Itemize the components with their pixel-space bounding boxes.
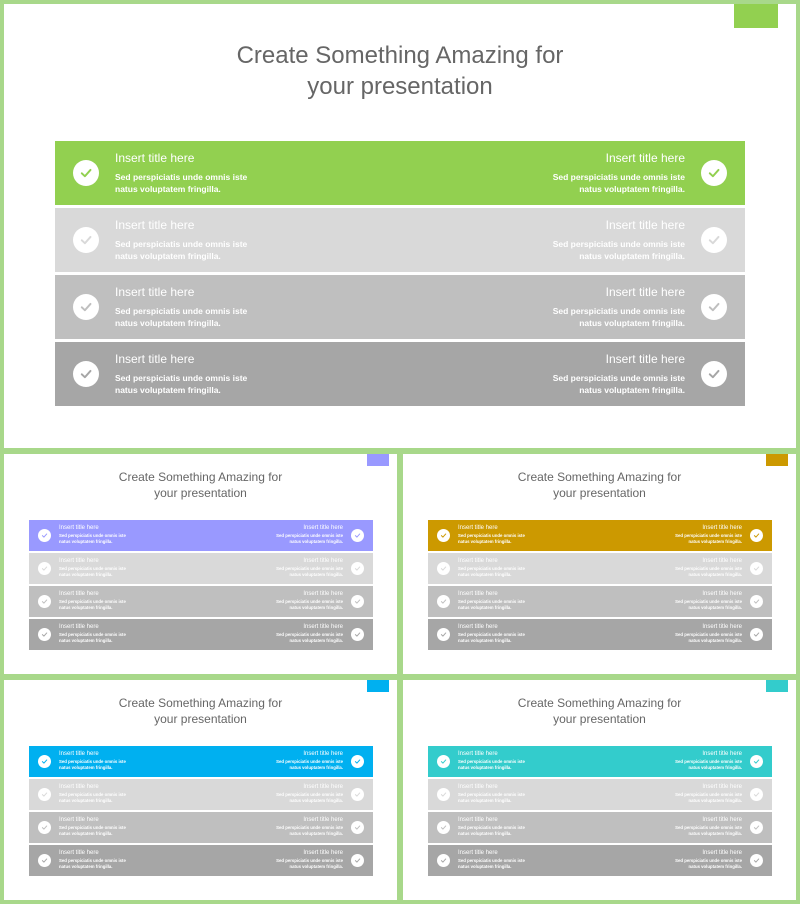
row-description: Sed perspiciatis unde omnis iste bbox=[458, 599, 525, 604]
row-text-left bbox=[59, 591, 126, 611]
check-icon bbox=[437, 562, 450, 575]
row-title: Insert title here bbox=[303, 751, 343, 757]
row-title: Insert title here bbox=[702, 751, 742, 757]
row-text-right bbox=[553, 151, 685, 196]
row-text-left bbox=[59, 817, 126, 837]
row-description: Sed perspiciatis unde omnis iste bbox=[675, 825, 742, 830]
row-text-left bbox=[458, 558, 525, 578]
row-title: Insert title here bbox=[458, 591, 498, 597]
row-text-right bbox=[276, 817, 343, 837]
feature-row bbox=[428, 619, 772, 650]
slide-title bbox=[4, 40, 796, 102]
row-description: natus voluptatem fringilla. bbox=[688, 539, 742, 545]
row-title: Insert title here bbox=[59, 591, 99, 597]
row-description: Sed perspiciatis unde omnis iste bbox=[458, 632, 525, 637]
row-title: Insert title here bbox=[115, 285, 195, 299]
row-description: Sed perspiciatis unde omnis iste bbox=[276, 858, 343, 863]
row-title: Insert title here bbox=[115, 218, 195, 232]
row-text-right bbox=[276, 558, 343, 578]
thumbnail-slide[interactable] bbox=[403, 680, 796, 900]
row-description: Sed perspiciatis unde omnis iste bbox=[276, 759, 343, 764]
row-description: Sed perspiciatis unde omnis iste bbox=[276, 566, 343, 571]
check-icon bbox=[750, 529, 763, 542]
row-description: natus voluptatem fringilla. bbox=[289, 638, 343, 644]
feature-row bbox=[29, 520, 373, 551]
row-description: natus voluptatem fringilla. bbox=[688, 864, 742, 870]
feature-row bbox=[428, 553, 772, 584]
row-description: natus voluptatem fringilla. bbox=[289, 605, 343, 611]
check-icon bbox=[437, 821, 450, 834]
row-text-left bbox=[59, 624, 126, 644]
row-description: natus voluptatem fringilla. bbox=[688, 638, 742, 644]
row-text-right bbox=[675, 558, 742, 578]
row-description: Sed perspiciatis unde omnis iste bbox=[458, 825, 525, 830]
check-icon bbox=[73, 160, 99, 186]
check-icon bbox=[38, 595, 51, 608]
feature-row bbox=[29, 812, 373, 843]
check-icon bbox=[73, 361, 99, 387]
row-description: natus voluptatem fringilla. bbox=[688, 605, 742, 611]
row-text-right bbox=[675, 817, 742, 837]
row-title: Insert title here bbox=[59, 850, 99, 856]
row-description: Sed perspiciatis unde omnis iste bbox=[276, 792, 343, 797]
check-icon bbox=[750, 821, 763, 834]
row-description: natus voluptatem fringilla. bbox=[688, 572, 742, 578]
check-icon bbox=[38, 854, 51, 867]
check-icon bbox=[38, 628, 51, 641]
check-icon bbox=[750, 788, 763, 801]
row-text-left bbox=[59, 525, 126, 545]
row-description: natus voluptatem fringilla. bbox=[579, 184, 685, 195]
row-description: Sed perspiciatis unde omnis iste bbox=[276, 533, 343, 538]
row-description: Sed perspiciatis unde omnis iste bbox=[552, 172, 685, 182]
slide-title bbox=[4, 470, 397, 501]
check-icon bbox=[701, 361, 727, 387]
row-text-left bbox=[458, 591, 525, 611]
row-text-right bbox=[276, 525, 343, 545]
row-text-right bbox=[675, 751, 742, 771]
feature-row bbox=[428, 845, 772, 876]
feature-row bbox=[428, 520, 772, 551]
row-description: Sed perspiciatis unde omnis iste bbox=[115, 172, 248, 182]
row-description: natus voluptatem fringilla. bbox=[289, 864, 343, 870]
row-text-right bbox=[276, 624, 343, 644]
feature-row bbox=[29, 586, 373, 617]
row-title: Insert title here bbox=[605, 352, 685, 366]
row-description: Sed perspiciatis unde omnis iste bbox=[59, 825, 126, 830]
feature-list bbox=[55, 141, 745, 406]
feature-row bbox=[29, 779, 373, 810]
feature-row bbox=[55, 342, 745, 406]
row-text-left bbox=[458, 525, 525, 545]
check-icon bbox=[351, 821, 364, 834]
check-icon bbox=[437, 628, 450, 641]
feature-row bbox=[428, 586, 772, 617]
row-text-left bbox=[59, 784, 126, 804]
check-icon bbox=[38, 562, 51, 575]
row-title: Insert title here bbox=[59, 558, 99, 564]
row-text-right bbox=[553, 352, 685, 397]
row-title: Insert title here bbox=[702, 850, 742, 856]
row-text-right bbox=[553, 285, 685, 330]
feature-list bbox=[428, 520, 772, 650]
row-title: Insert title here bbox=[458, 751, 498, 757]
row-title: Insert title here bbox=[605, 151, 685, 165]
row-text-right bbox=[675, 784, 742, 804]
row-description: natus voluptatem fringilla. bbox=[458, 539, 512, 545]
row-description: Sed perspiciatis unde omnis iste bbox=[276, 632, 343, 637]
row-title: Insert title here bbox=[59, 817, 99, 823]
feature-row bbox=[55, 275, 745, 339]
slide-title-line-1: Create Something Amazing for bbox=[118, 696, 283, 710]
feature-row bbox=[428, 812, 772, 843]
check-icon bbox=[351, 595, 364, 608]
row-description: natus voluptatem fringilla. bbox=[579, 318, 685, 329]
slide-title-line-1: Create Something Amazing for bbox=[236, 42, 564, 69]
row-description: Sed perspiciatis unde omnis iste bbox=[59, 632, 126, 637]
accent-tag bbox=[766, 454, 788, 466]
feature-list bbox=[29, 746, 373, 876]
row-description: Sed perspiciatis unde omnis iste bbox=[458, 566, 525, 571]
check-icon bbox=[38, 529, 51, 542]
row-description: Sed perspiciatis unde omnis iste bbox=[59, 533, 126, 538]
check-icon bbox=[38, 755, 51, 768]
row-text-right bbox=[276, 850, 343, 870]
row-title: Insert title here bbox=[605, 218, 685, 232]
check-icon bbox=[750, 595, 763, 608]
row-text-right bbox=[553, 218, 685, 263]
slide-title bbox=[4, 696, 397, 727]
row-description: Sed perspiciatis unde omnis iste bbox=[675, 566, 742, 571]
row-description: natus voluptatem fringilla. bbox=[458, 572, 512, 578]
row-title: Insert title here bbox=[303, 817, 343, 823]
row-description: natus voluptatem fringilla. bbox=[115, 251, 221, 262]
row-description: natus voluptatem fringilla. bbox=[688, 765, 742, 771]
row-description: Sed perspiciatis unde omnis iste bbox=[276, 825, 343, 830]
row-description: natus voluptatem fringilla. bbox=[59, 765, 113, 771]
row-description: Sed perspiciatis unde omnis iste bbox=[115, 306, 248, 316]
row-description: natus voluptatem fringilla. bbox=[289, 572, 343, 578]
accent-tag bbox=[734, 4, 778, 28]
slide-title bbox=[403, 696, 796, 727]
check-icon bbox=[351, 628, 364, 641]
row-description: Sed perspiciatis unde omnis iste bbox=[276, 599, 343, 604]
row-description: Sed perspiciatis unde omnis iste bbox=[675, 858, 742, 863]
row-text-left bbox=[59, 751, 126, 771]
row-description: natus voluptatem fringilla. bbox=[59, 831, 113, 837]
row-title: Insert title here bbox=[303, 784, 343, 790]
row-description: natus voluptatem fringilla. bbox=[458, 798, 512, 804]
row-title: Insert title here bbox=[702, 784, 742, 790]
check-icon bbox=[750, 628, 763, 641]
row-description: Sed perspiciatis unde omnis iste bbox=[458, 792, 525, 797]
row-title: Insert title here bbox=[702, 525, 742, 531]
row-description: natus voluptatem fringilla. bbox=[579, 251, 685, 262]
feature-row bbox=[29, 553, 373, 584]
check-icon bbox=[701, 160, 727, 186]
row-text-left bbox=[115, 151, 247, 196]
slide-title-line-1: Create Something Amazing for bbox=[517, 696, 682, 710]
slide-title-line-1: Create Something Amazing for bbox=[517, 470, 682, 484]
row-description: natus voluptatem fringilla. bbox=[289, 539, 343, 545]
check-icon bbox=[750, 854, 763, 867]
row-title: Insert title here bbox=[458, 817, 498, 823]
row-title: Insert title here bbox=[458, 850, 498, 856]
slide-title-line-2: your presentation bbox=[553, 485, 646, 500]
check-icon bbox=[750, 562, 763, 575]
accent-tag bbox=[367, 454, 389, 466]
row-title: Insert title here bbox=[458, 624, 498, 630]
row-title: Insert title here bbox=[303, 591, 343, 597]
row-description: natus voluptatem fringilla. bbox=[59, 864, 113, 870]
row-title: Insert title here bbox=[702, 558, 742, 564]
row-title: Insert title here bbox=[115, 352, 195, 366]
row-title: Insert title here bbox=[59, 624, 99, 630]
row-title: Insert title here bbox=[605, 285, 685, 299]
row-description: natus voluptatem fringilla. bbox=[59, 798, 113, 804]
row-text-right bbox=[276, 784, 343, 804]
row-title: Insert title here bbox=[702, 591, 742, 597]
row-title: Insert title here bbox=[303, 624, 343, 630]
row-text-left bbox=[115, 285, 247, 330]
check-icon bbox=[351, 755, 364, 768]
row-description: Sed perspiciatis unde omnis iste bbox=[115, 239, 248, 249]
row-description: natus voluptatem fringilla. bbox=[289, 765, 343, 771]
check-icon bbox=[73, 294, 99, 320]
row-title: Insert title here bbox=[458, 525, 498, 531]
row-description: natus voluptatem fringilla. bbox=[458, 765, 512, 771]
check-icon bbox=[701, 227, 727, 253]
row-title: Insert title here bbox=[702, 817, 742, 823]
row-description: natus voluptatem fringilla. bbox=[688, 798, 742, 804]
row-description: natus voluptatem fringilla. bbox=[289, 831, 343, 837]
row-description: Sed perspiciatis unde omnis iste bbox=[59, 858, 126, 863]
slide-title-line-2: your presentation bbox=[154, 485, 247, 500]
row-text-right bbox=[276, 751, 343, 771]
row-description: Sed perspiciatis unde omnis iste bbox=[675, 792, 742, 797]
row-description: Sed perspiciatis unde omnis iste bbox=[115, 373, 248, 383]
check-icon bbox=[38, 788, 51, 801]
feature-row bbox=[29, 845, 373, 876]
check-icon bbox=[437, 854, 450, 867]
row-text-left bbox=[458, 784, 525, 804]
row-description: Sed perspiciatis unde omnis iste bbox=[552, 239, 685, 249]
row-text-left bbox=[115, 352, 247, 397]
row-description: natus voluptatem fringilla. bbox=[59, 638, 113, 644]
row-description: natus voluptatem fringilla. bbox=[289, 798, 343, 804]
check-icon bbox=[750, 755, 763, 768]
row-description: Sed perspiciatis unde omnis iste bbox=[59, 792, 126, 797]
row-description: natus voluptatem fringilla. bbox=[458, 864, 512, 870]
check-icon bbox=[437, 595, 450, 608]
row-description: Sed perspiciatis unde omnis iste bbox=[675, 759, 742, 764]
thumbnail-slide[interactable] bbox=[403, 454, 796, 674]
row-description: Sed perspiciatis unde omnis iste bbox=[458, 759, 525, 764]
row-title: Insert title here bbox=[59, 525, 99, 531]
row-text-left bbox=[59, 850, 126, 870]
check-icon bbox=[351, 854, 364, 867]
row-title: Insert title here bbox=[303, 525, 343, 531]
row-title: Insert title here bbox=[59, 784, 99, 790]
row-description: natus voluptatem fringilla. bbox=[458, 638, 512, 644]
slide-title-line-2: your presentation bbox=[307, 73, 493, 101]
slide-title-line-2: your presentation bbox=[553, 711, 646, 726]
row-description: Sed perspiciatis unde omnis iste bbox=[458, 533, 525, 538]
main-slide[interactable] bbox=[4, 4, 796, 448]
slide-title bbox=[403, 470, 796, 501]
accent-tag bbox=[367, 680, 389, 692]
feature-row bbox=[55, 208, 745, 272]
row-description: natus voluptatem fringilla. bbox=[579, 385, 685, 396]
row-description: natus voluptatem fringilla. bbox=[115, 184, 221, 195]
thumbnail-slide[interactable] bbox=[4, 454, 397, 674]
row-text-right bbox=[675, 624, 742, 644]
feature-list bbox=[29, 520, 373, 650]
row-description: natus voluptatem fringilla. bbox=[458, 831, 512, 837]
row-description: Sed perspiciatis unde omnis iste bbox=[675, 599, 742, 604]
row-text-left bbox=[458, 850, 525, 870]
row-description: Sed perspiciatis unde omnis iste bbox=[59, 566, 126, 571]
feature-row bbox=[29, 746, 373, 777]
check-icon bbox=[351, 529, 364, 542]
row-title: Insert title here bbox=[702, 624, 742, 630]
row-description: natus voluptatem fringilla. bbox=[59, 605, 113, 611]
row-text-right bbox=[675, 850, 742, 870]
row-description: natus voluptatem fringilla. bbox=[115, 385, 221, 396]
slide-title-line-1: Create Something Amazing for bbox=[118, 470, 283, 484]
row-text-right bbox=[675, 525, 742, 545]
thumbnail-slide[interactable] bbox=[4, 680, 397, 900]
feature-row bbox=[29, 619, 373, 650]
row-description: Sed perspiciatis unde omnis iste bbox=[458, 858, 525, 863]
row-description: natus voluptatem fringilla. bbox=[115, 318, 221, 329]
check-icon bbox=[437, 529, 450, 542]
slide-title-line-2: your presentation bbox=[154, 711, 247, 726]
row-title: Insert title here bbox=[458, 784, 498, 790]
feature-row bbox=[428, 746, 772, 777]
row-text-left bbox=[458, 817, 525, 837]
row-title: Insert title here bbox=[303, 850, 343, 856]
check-icon bbox=[38, 821, 51, 834]
row-title: Insert title here bbox=[115, 151, 195, 165]
check-icon bbox=[701, 294, 727, 320]
row-description: Sed perspiciatis unde omnis iste bbox=[552, 373, 685, 383]
row-description: natus voluptatem fringilla. bbox=[458, 605, 512, 611]
check-icon bbox=[351, 788, 364, 801]
row-text-left bbox=[458, 751, 525, 771]
row-description: Sed perspiciatis unde omnis iste bbox=[675, 533, 742, 538]
check-icon bbox=[73, 227, 99, 253]
check-icon bbox=[351, 562, 364, 575]
row-description: natus voluptatem fringilla. bbox=[59, 572, 113, 578]
row-text-right bbox=[675, 591, 742, 611]
row-title: Insert title here bbox=[303, 558, 343, 564]
row-title: Insert title here bbox=[458, 558, 498, 564]
accent-tag bbox=[766, 680, 788, 692]
row-description: Sed perspiciatis unde omnis iste bbox=[59, 759, 126, 764]
row-description: Sed perspiciatis unde omnis iste bbox=[552, 306, 685, 316]
row-title: Insert title here bbox=[59, 751, 99, 757]
row-text-left bbox=[458, 624, 525, 644]
feature-list bbox=[428, 746, 772, 876]
check-icon bbox=[437, 755, 450, 768]
row-text-right bbox=[276, 591, 343, 611]
feature-row bbox=[428, 779, 772, 810]
row-description: natus voluptatem fringilla. bbox=[688, 831, 742, 837]
row-text-left bbox=[59, 558, 126, 578]
row-description: Sed perspiciatis unde omnis iste bbox=[675, 632, 742, 637]
row-description: natus voluptatem fringilla. bbox=[59, 539, 113, 545]
check-icon bbox=[437, 788, 450, 801]
feature-row bbox=[55, 141, 745, 205]
row-description: Sed perspiciatis unde omnis iste bbox=[59, 599, 126, 604]
row-text-left bbox=[115, 218, 247, 263]
